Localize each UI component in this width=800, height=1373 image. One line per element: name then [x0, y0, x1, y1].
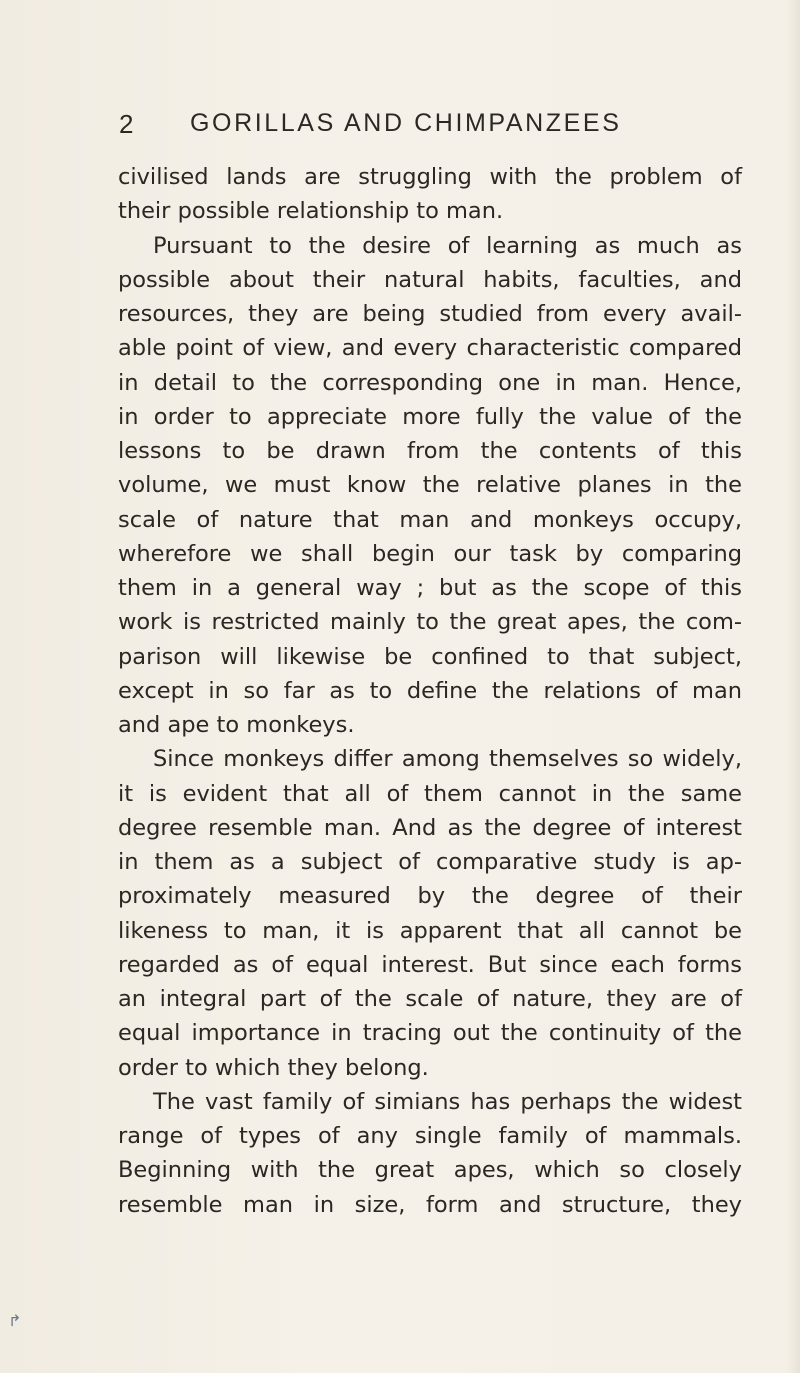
text-line: work is restricted mainly to the great apes, the com-	[118, 609, 742, 636]
text-line: it is evident that all of them cannot in the same	[118, 780, 742, 807]
paragraph-start-line: Pursuant to the desire of learning as much as	[153, 232, 742, 259]
paragraph-start-line: The vast family of simians has perhaps the widest	[153, 1088, 742, 1115]
text-line: range of types of any single family of mammals.	[118, 1123, 742, 1149]
text-line: in them as a subject of comparative study is ap-	[118, 849, 742, 875]
page-edge-shadow	[786, 0, 800, 1373]
text-line: in detail to the corresponding one in man. Hence,	[118, 369, 742, 396]
text-line: scale of nature that man and monkeys occupy,	[118, 506, 742, 533]
text-line: parison will likewise be confined to that subject,	[118, 643, 742, 670]
text-line: in order to appreciate more fully the value of the	[118, 403, 742, 430]
text-line: lessons to be drawn from the contents of this	[118, 438, 742, 464]
text-line: regarded as of equal interest. But since each forms	[118, 951, 742, 978]
running-head	[119, 109, 699, 149]
text-line: and ape to monkeys.	[118, 712, 355, 738]
text-line: their possible relationship to man.	[118, 198, 504, 225]
text-line: likeness to man, it is apparent that all cannot be	[118, 917, 742, 944]
text-line: wherefore we shall begin our task by comparing	[118, 540, 742, 567]
text-line: degree resemble man. And as the degree of interest	[118, 814, 742, 841]
text-line: them in a general way ; but as the scope of this	[118, 575, 742, 601]
corner-arrow-icon: ↱	[8, 1311, 22, 1330]
text-line: volume, we must know the relative planes in the	[118, 472, 742, 499]
text-line: Beginning with the great apes, which so closely	[118, 1157, 742, 1184]
text-line: an integral part of the scale of nature, they are of	[118, 986, 742, 1012]
text-line: resources, they are being studied from every avail-	[118, 301, 742, 327]
paragraph-start-line: Since monkeys differ among themselves so widely,	[153, 746, 742, 773]
running-title: GORILLAS AND CHIMPANZEES	[190, 109, 622, 137]
text-line: except in so far as to define the relations of man	[118, 677, 742, 704]
text-line: able point of view, and every characteristic compared	[118, 335, 742, 362]
text-line: possible about their natural habits, faculties, and	[118, 266, 742, 293]
text-line: resemble man in size, form and structure, they	[118, 1191, 742, 1218]
text-line: equal importance in tracing out the continuity of the	[118, 1020, 742, 1047]
page-number: 2	[119, 109, 134, 139]
body-text	[118, 160, 742, 1222]
text-line: order to which they belong.	[118, 1054, 429, 1081]
text-line: civilised lands are struggling with the problem of	[118, 164, 742, 190]
text-line: proximately measured by the degree of their	[118, 883, 742, 910]
